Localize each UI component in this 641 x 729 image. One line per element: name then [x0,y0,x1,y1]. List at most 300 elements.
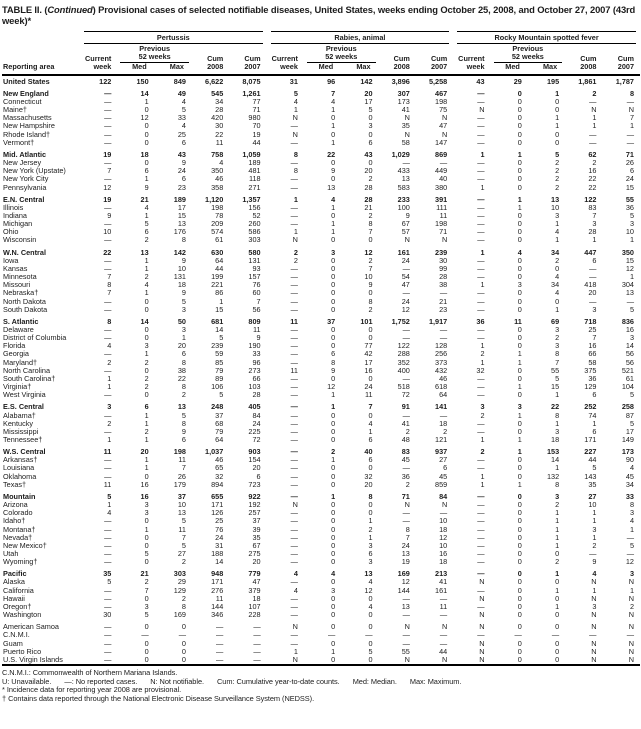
value-cell: 9 [331,365,336,375]
reporting-area-cell: Alaska [3,577,25,587]
value-cell: 0 [331,593,336,603]
value-cell: — [253,654,261,664]
value-cell: 0 [517,593,522,603]
value-cell: — [477,389,485,399]
value-cell: 8 [368,219,373,229]
value-cell: 24 [252,418,261,428]
value-cell: — [477,121,485,131]
value-cell: 5 [368,105,373,115]
value-cell: 0 [368,158,373,168]
value-cell: 86 [215,288,224,298]
value-cell: 1,059 [242,150,261,160]
value-cell: 169 [173,609,186,619]
value-cell: 3 [144,508,149,518]
table-row [2,534,640,542]
value-cell: 179 [173,479,186,489]
value-cell: — [104,593,112,603]
value-cell: — [290,402,298,412]
value-cell: N [479,105,485,115]
value-cell: 2 [144,272,149,282]
value-cell: 18 [252,593,261,603]
value-cell: 55 [401,646,410,656]
value-cell: 132 [546,471,560,481]
value-cell: 28 [215,105,224,115]
legend-item: Max: Maximum. [409,676,462,686]
value-cell: 1 [555,389,560,399]
value-cell: — [104,174,112,184]
reporting-area-cell: Missouri [3,280,31,290]
table-row [2,175,640,183]
value-cell: 15 [215,304,224,314]
value-cell: 147 [435,137,448,147]
table-row [2,306,640,314]
value-cell: 0 [517,638,522,648]
value-cell: 350 [211,166,224,176]
value-cell: — [365,630,373,640]
value-cell: 2 [368,304,373,314]
notifiable-disease-table [2,31,640,666]
table-row [2,509,640,517]
value-cell: 288 [397,349,410,359]
value-cell: 35 [588,479,597,489]
max-header: Max [528,63,565,74]
value-cell: 41 [401,105,410,115]
value-cell: 21 [364,203,373,213]
value-cell: 2 [405,426,410,436]
table-row [2,473,640,481]
value-cell: 1 [629,524,634,534]
value-cell: — [141,630,149,640]
value-cell: 1 [331,492,336,502]
value-cell: 1 [517,410,522,420]
value-cell: 0 [331,272,336,282]
value-cell: 0 [331,622,336,632]
value-cell: 3 [555,492,560,502]
value-cell: 195 [546,76,560,86]
value-cell: 0 [517,288,522,298]
value-cell: 22 [177,373,186,383]
value-cell: 618 [435,381,448,391]
value-cell: 11 [103,479,112,489]
value-cell: 1 [144,455,149,465]
value-cell: — [477,158,485,168]
value-cell: — [104,638,112,648]
value-cell: — [477,166,485,176]
value-cell: 157 [248,272,261,282]
value-cell: 11 [178,524,186,534]
reporting-area-cell: Utah [3,548,19,558]
value-cell: — [477,630,485,640]
value-cell: 18 [439,556,448,566]
value-cell: 58 [588,357,597,367]
value-cell: 0 [331,325,336,335]
table-row [2,603,640,611]
value-cell: 5 [181,540,186,550]
value-cell: 0 [517,333,522,343]
value-cell: 72 [401,389,410,399]
value-cell: 4 [555,272,560,282]
value-cell: 1 [107,434,112,444]
value-cell: — [216,630,224,640]
value-cell: 3 [331,585,336,595]
value-cell: — [104,426,112,436]
value-cell: 0 [517,137,522,147]
reporting-area-cell: W.S. Central [3,447,46,457]
value-cell: 1 [331,203,336,213]
value-cell: N [628,105,634,115]
value-cell: — [626,97,634,107]
value-cell: 3 [592,304,597,314]
value-cell: 37 [177,492,186,502]
value-cell: 4 [517,247,522,257]
value-cell: 3 [629,569,634,579]
value-cell: 0 [517,325,522,335]
value-cell: — [178,630,186,640]
value-cell: 0 [331,532,336,542]
value-cell: 2 [144,373,149,383]
value-cell: — [104,333,112,343]
value-cell: 0 [517,540,522,550]
value-cell: 1 [331,646,336,656]
value-cell: N [441,113,448,123]
value-cell: 0 [517,227,522,237]
value-cell: 2 [555,182,560,192]
table-header [2,31,640,75]
value-cell: 1 [517,479,522,489]
value-cell: — [626,548,634,558]
reporting-area-cell: Puerto Rico [3,646,42,656]
value-cell: 14 [551,455,560,465]
value-cell: 47 [439,121,448,131]
table-row [2,273,640,281]
value-cell: 0 [517,516,522,526]
value-cell: 2 [107,418,112,428]
table-row [2,167,640,175]
value-cell: 1,029 [391,150,410,160]
value-cell: 2 [555,158,560,168]
value-cell: 198 [211,203,224,213]
reporting-area-cell: Texas† [3,479,27,489]
reporting-area-cell: Mississippi [3,426,39,436]
value-cell: 31 [289,76,298,86]
value-cell: — [477,264,485,274]
value-cell: — [290,609,298,619]
value-cell: 0 [517,304,522,314]
value-cell: 47 [401,280,410,290]
value-cell: 758 [211,150,224,160]
value-cell: 0 [517,158,522,168]
value-cell: 169 [397,569,410,579]
value-cell: 1 [181,333,186,343]
value-cell: 198 [435,219,448,229]
value-cell: 0 [368,463,373,473]
value-cell: 44 [439,646,448,656]
value-cell: — [290,158,298,168]
table-row [2,526,640,534]
value-cell: 9 [107,211,112,221]
value-cell: — [477,227,485,237]
value-cell: N [628,577,634,587]
value-cell: 14 [215,556,224,566]
value-cell: — [290,174,298,184]
value-cell: — [290,203,298,213]
value-cell: — [253,630,261,640]
value-cell: 3 [592,601,597,611]
value-cell: 6 [144,402,149,412]
value-cell: 22 [588,182,597,192]
value-cell: 5 [144,219,149,229]
value-cell: 32 [364,471,373,481]
value-cell: 2 [368,174,373,184]
table-row [2,196,640,204]
value-cell: 1 [480,150,485,160]
value-cell: 10 [177,264,186,274]
value-cell: 6 [368,548,373,558]
value-cell: 0 [331,500,336,510]
value-cell: 111 [436,203,448,213]
value-cell: 1 [555,121,560,131]
value-cell: 0 [517,129,522,139]
value-cell: N [404,654,410,664]
value-cell: 4 [629,463,634,473]
value-cell: 352 [397,357,410,367]
value-cell: — [290,548,298,558]
table-row [2,517,640,525]
value-cell: 0 [331,471,336,481]
value-cell: — [514,630,522,640]
value-cell: 0 [144,333,149,343]
reporting-area-cell: Guam [3,638,23,648]
table-row [2,289,640,297]
value-cell: 171 [584,434,597,444]
value-cell: 38 [177,365,186,375]
reporting-area-cell: Florida [3,341,26,351]
reporting-area-cell: S. Atlantic [3,317,39,327]
value-cell: 0 [555,577,560,587]
value-cell: 13 [140,247,149,257]
reporting-area-cell: South Carolina† [3,373,56,383]
value-cell: 1 [144,434,149,444]
value-cell: 77 [364,341,373,351]
value-cell: — [477,89,485,99]
value-cell: 16 [588,341,597,351]
table-row [2,151,640,159]
value-cell: 433 [397,166,410,176]
value-cell: — [290,211,298,221]
reporting-area-cell: Michigan [3,219,33,229]
value-cell: 10 [439,540,448,550]
value-cell: 2 [592,540,597,550]
value-cell: 3 [181,325,186,335]
value-cell: — [402,638,410,648]
value-cell: 1 [555,219,560,229]
value-cell: 6 [181,434,186,444]
table-row [2,139,640,147]
value-cell: 0 [331,426,336,436]
value-cell: 0 [368,622,373,632]
value-cell: — [104,235,112,245]
value-cell: 0 [368,129,373,139]
value-cell: 0 [555,654,560,664]
value-cell: 144 [211,601,224,611]
value-cell: 0 [555,646,560,656]
value-cell: 481 [248,166,261,176]
value-cell: 233 [397,195,410,205]
value-cell: 1 [555,524,560,534]
value-cell: — [290,349,298,359]
value-cell: — [104,601,112,611]
value-cell: 7 [256,296,261,306]
reporting-area-cell: Connecticut [3,97,42,107]
value-cell: 24 [215,532,224,542]
value-cell: 12 [103,182,112,192]
value-cell: 4 [144,203,149,213]
value-cell: 5 [144,609,149,619]
value-cell: 6 [368,455,373,465]
value-cell: 1 [480,182,485,192]
value-cell: 1 [555,585,560,595]
value-cell: 1 [629,121,634,131]
value-cell: — [477,195,485,205]
value-cell: 13 [364,569,373,579]
value-cell: 0 [517,256,522,266]
value-cell: — [402,325,410,335]
value-cell: 198 [173,447,186,457]
value-cell: 5 [219,389,224,399]
value-cell: — [402,373,410,383]
value-cell: 11 [364,389,373,399]
value-cell: 1 [331,121,336,131]
value-cell: 171 [211,577,224,587]
value-cell: 66 [588,349,597,359]
value-cell: 12 [439,532,448,542]
value-cell: — [104,296,112,306]
value-cell: 12 [140,113,149,123]
value-cell: — [216,622,224,632]
value-cell: — [104,622,112,632]
value-cell: 271 [248,182,261,192]
value-cell: 1 [480,341,485,351]
value-cell: 5 [181,296,186,306]
value-cell: — [290,325,298,335]
value-cell: 40 [364,447,373,457]
value-cell: 303 [248,235,261,245]
value-cell: 1 [331,402,336,412]
value-cell: 432 [435,365,448,375]
value-cell: — [327,630,336,640]
value-cell: 26 [625,158,634,168]
reporting-area-cell: Colorado [3,508,33,518]
value-cell: 20 [140,447,149,457]
value-cell: 2 [555,500,560,510]
value-cell: 13 [401,601,410,611]
value-cell: 77 [252,97,261,107]
value-cell: 5 [107,492,112,502]
value-cell: N [479,622,485,632]
value-cell: 11 [290,317,298,327]
table-row [2,456,640,464]
value-cell: — [477,203,485,213]
value-cell: — [104,325,112,335]
value-cell: 122 [584,195,597,205]
value-cell: — [104,129,112,139]
value-cell: 0 [331,288,336,298]
title-continued: Continued [47,4,93,15]
value-cell: 1 [555,304,560,314]
value-cell: 0 [331,296,336,306]
reporting-area-cell: United States [3,76,50,86]
value-cell: 7 [181,532,186,542]
value-cell: 0 [144,129,149,139]
value-cell: — [290,341,298,351]
value-cell: 44 [588,455,597,465]
value-cell: — [626,137,634,147]
value-cell: 71 [401,492,410,502]
value-cell: — [477,304,485,314]
value-cell: — [290,455,298,465]
value-cell: 948 [211,569,224,579]
value-cell: N [292,113,298,123]
value-cell: N [441,129,448,139]
value-cell: 36 [476,317,485,327]
value-cell: 0 [331,174,336,184]
value-cell: 13 [177,508,186,518]
value-cell: 6 [144,166,149,176]
value-cell: 33 [252,349,261,359]
value-cell: 1 [368,516,373,526]
value-cell: 0 [331,463,336,473]
value-cell: 8 [368,296,373,306]
table-row [2,249,640,257]
value-cell: 35 [103,569,112,579]
table-title [2,4,639,27]
value-cell: 34 [215,97,224,107]
value-cell: 2 [144,235,149,245]
value-cell: 0 [555,548,560,558]
value-cell: 91 [401,402,410,412]
value-cell: 7 [555,357,560,367]
value-cell: 0 [331,434,336,444]
value-cell: N [441,654,448,664]
value-cell: 76 [252,280,261,290]
value-cell: 141 [435,402,448,412]
reporting-area-cell: New Hampshire [3,121,55,131]
value-cell: 43 [364,150,373,160]
value-cell: 2 [368,211,373,221]
value-cell: — [290,137,298,147]
value-cell: 5 [293,89,298,99]
value-cell: — [477,272,485,282]
value-cell: 5 [368,646,373,656]
value-cell: 0 [555,264,560,274]
value-cell: 1 [480,479,485,489]
table-row [2,420,640,428]
value-cell: 0 [517,601,522,611]
value-cell: 0 [331,508,336,518]
value-cell: — [477,418,485,428]
value-cell: 57 [401,227,410,237]
value-cell: 71 [439,227,448,237]
value-cell: 420 [211,113,224,123]
value-cell: — [477,601,485,611]
value-cell: 1 [480,434,485,444]
table-row [2,403,640,411]
value-cell: 5 [629,389,634,399]
value-cell: 33 [177,113,186,123]
value-cell: 903 [248,447,261,457]
current-week-header: Current week [80,44,117,75]
value-cell: 161 [397,247,410,257]
